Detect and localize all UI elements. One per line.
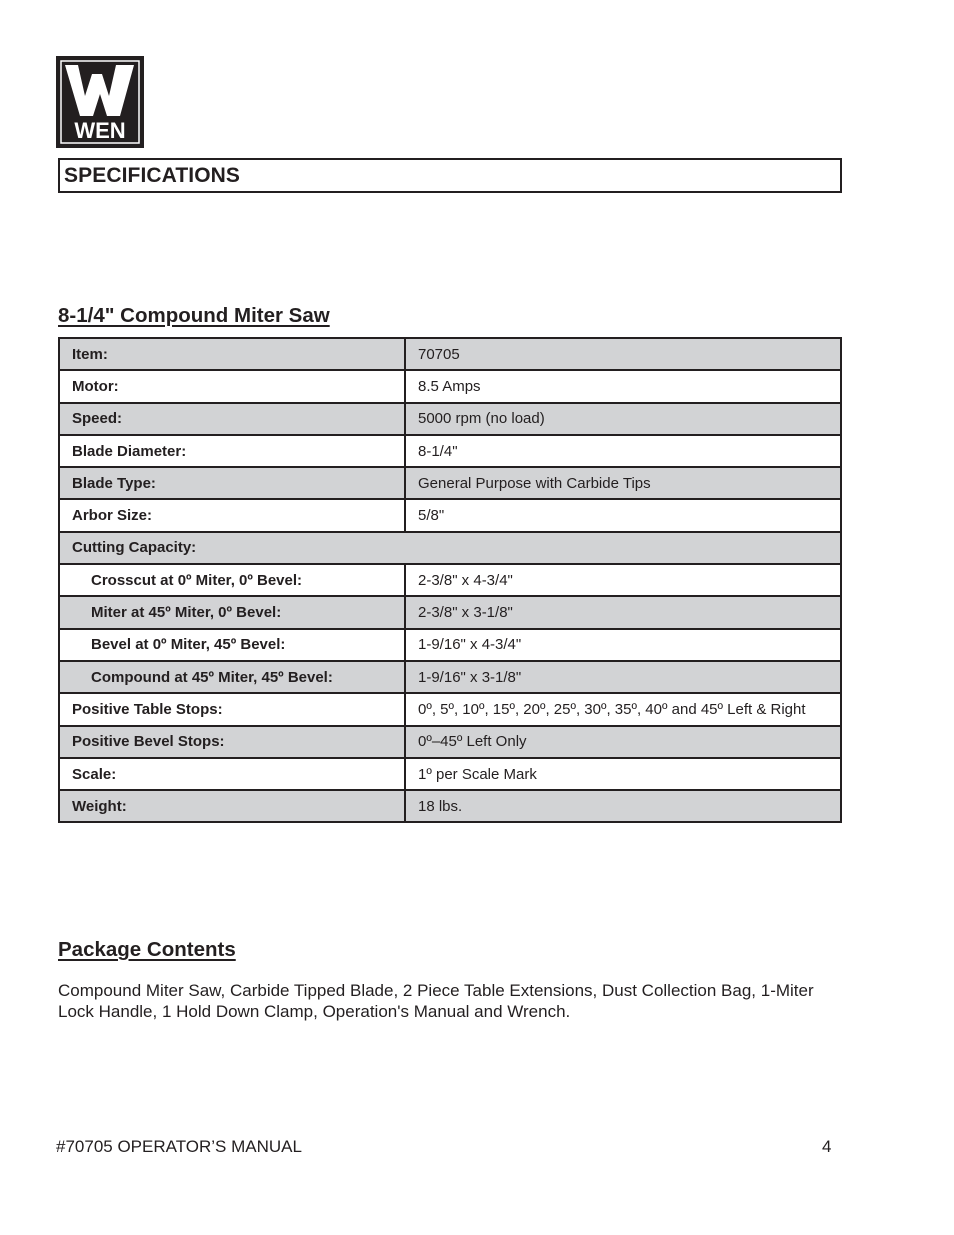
table-row — [59, 435, 841, 467]
spec-value: 8.5 Amps — [405, 370, 841, 402]
spec-label: Positive Bevel Stops: — [59, 726, 405, 758]
table-row — [59, 661, 841, 693]
section-header-bar — [58, 158, 842, 193]
spec-value: 2-3/8" x 4-3/4" — [405, 564, 841, 596]
table-row — [59, 790, 841, 822]
spec-value: 0º–45º Left Only — [405, 726, 841, 758]
spec-label: Cutting Capacity: — [59, 532, 841, 564]
spec-label: Arbor Size: — [59, 499, 405, 531]
spec-value: 5000 rpm (no load) — [405, 403, 841, 435]
package-contents-text: Compound Miter Saw, Carbide Tipped Blade, 2 Piece Table Extensions, Dust Collection Bag, 1-Miter Lock Handle, 1 Hold Down Clamp, Operation's Manual and Wrench. — [58, 981, 814, 1021]
spec-value: 70705 — [405, 338, 841, 370]
spec-label: Scale: — [59, 758, 405, 790]
table-row — [59, 726, 841, 758]
spec-value: 1-9/16" x 4-3/4" — [405, 629, 841, 661]
spec-label: Blade Diameter: — [59, 435, 405, 467]
package-contents-heading: Package Contents — [58, 938, 236, 961]
spec-label: Motor: — [59, 370, 405, 402]
spec-label: Positive Table Stops: — [59, 693, 405, 725]
spec-label: Item: — [59, 338, 405, 370]
specs-heading: 8-1/4" Compound Miter Saw — [58, 304, 330, 327]
table-row — [59, 499, 841, 531]
table-row — [59, 629, 841, 661]
spec-label: Weight: — [59, 790, 405, 822]
spec-value: 5/8" — [405, 499, 841, 531]
table-row — [59, 564, 841, 596]
spec-value: 8-1/4" — [405, 435, 841, 467]
logo-text: WEN — [74, 118, 126, 143]
spec-label: Bevel at 0º Miter, 45º Bevel: — [59, 629, 405, 661]
spec-label: Crosscut at 0º Miter, 0º Bevel: — [59, 564, 405, 596]
specifications-table — [58, 337, 842, 823]
table-row — [59, 403, 841, 435]
spec-label: Blade Type: — [59, 467, 405, 499]
page-number: 4 — [822, 1137, 832, 1156]
table-row — [59, 693, 841, 725]
spec-value: 1º per Scale Mark — [405, 758, 841, 790]
table-row — [59, 758, 841, 790]
table-row — [59, 532, 841, 564]
spec-value: 18 lbs. — [405, 790, 841, 822]
spec-label: Miter at 45º Miter, 0º Bevel: — [59, 596, 405, 628]
table-row — [59, 467, 841, 499]
wen-logo — [56, 56, 144, 148]
spec-value: General Purpose with Carbide Tips — [405, 467, 841, 499]
spec-label: Compound at 45º Miter, 45º Bevel: — [59, 661, 405, 693]
footer-manual-title: #70705 OPERATOR’S MANUAL — [56, 1137, 302, 1156]
spec-label: Speed: — [59, 403, 405, 435]
table-row — [59, 370, 841, 402]
spec-value: 2-3/8" x 3-1/8" — [405, 596, 841, 628]
table-row — [59, 338, 841, 370]
spec-value: 0º, 5º, 10º, 15º, 20º, 25º, 30º, 35º, 40º and 45º Left & Right — [405, 693, 841, 725]
table-row — [59, 596, 841, 628]
spec-value: 1-9/16" x 3-1/8" — [405, 661, 841, 693]
section-title: SPECIFICATIONS — [64, 164, 241, 187]
